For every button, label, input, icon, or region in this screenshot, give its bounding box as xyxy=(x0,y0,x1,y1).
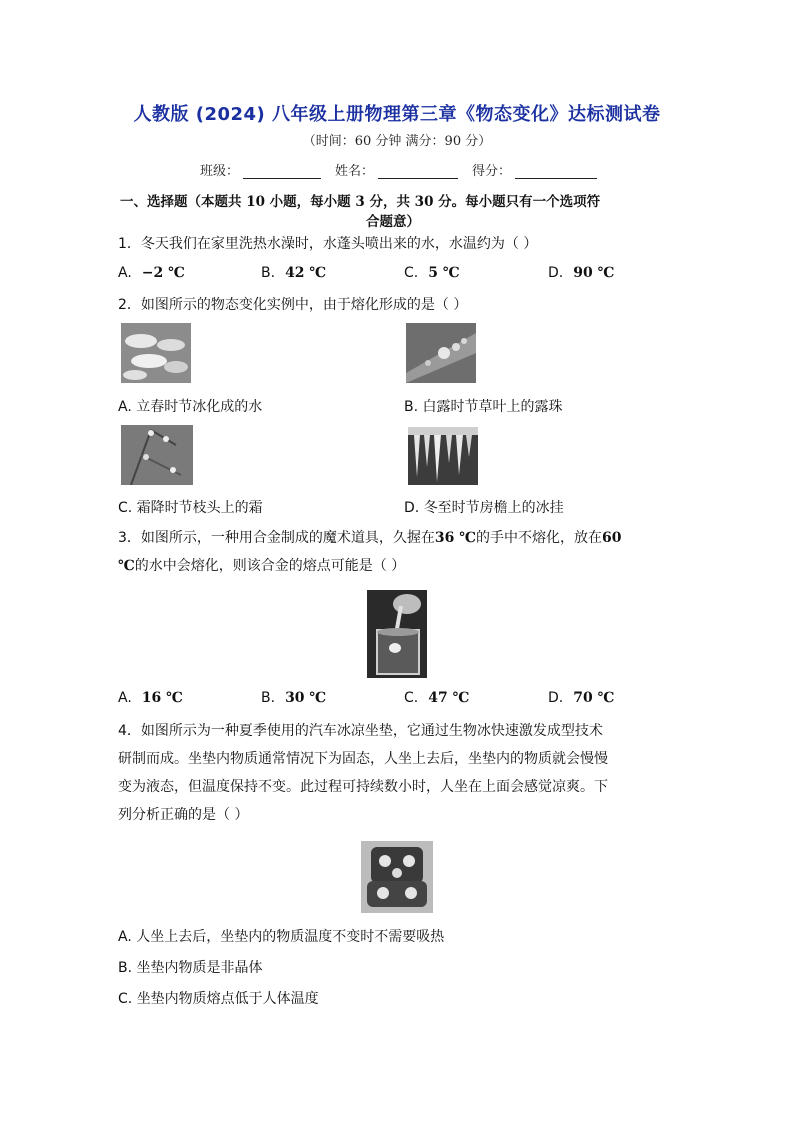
page-title: 人教版 (2024) 八年级上册物理第三章《物态变化》达标测试卷 xyxy=(133,104,661,125)
section-heading xyxy=(120,192,680,232)
option-letter: C. xyxy=(404,690,419,706)
option-text: 16 ℃ xyxy=(141,690,183,706)
q3-option-a[interactable] xyxy=(118,690,183,706)
option-letter: D. xyxy=(404,500,420,516)
option-letter: C. xyxy=(118,991,133,1007)
score-blank[interactable] xyxy=(515,164,597,179)
q3-stem-line1 xyxy=(118,524,686,552)
score-label: 得分： xyxy=(472,164,512,179)
dew-photo xyxy=(406,323,476,383)
ice-melting-photo xyxy=(121,323,191,383)
option-letter: B. xyxy=(261,265,276,281)
student-info-row xyxy=(200,160,611,179)
option-text: 47 ℃ xyxy=(428,690,470,706)
icicle-image xyxy=(408,427,478,485)
q4-stem-line4: 列分析正确的是（ ） xyxy=(118,807,249,823)
option-text: 30 ℃ xyxy=(285,690,327,706)
q2-option-a[interactable] xyxy=(118,396,262,416)
option-letter: A. xyxy=(118,690,132,706)
section-heading-line1: 一、选择题（本题共 10 小题，每小题 3 分，共 30 分。每小题只有一个选项符 xyxy=(120,194,601,210)
page-subtitle: （时间：60 分钟 满分：90 分） xyxy=(302,134,492,149)
section-heading-line2: 合题意） xyxy=(366,214,420,230)
option-letter: A. xyxy=(118,929,132,945)
q1-stem: 1．冬天我们在家里洗热水澡时，水蓬头喷出来的水，水温约为（ ） xyxy=(118,236,538,252)
q4-stem-line2: 研制而成。坐垫内物质通常情况下为固态，人坐上去后，坐垫内的物质就会慢慢 xyxy=(118,751,608,767)
q2-option-d[interactable] xyxy=(404,497,564,517)
magic-spoon-image xyxy=(367,590,427,678)
option-letter: C. xyxy=(404,265,419,281)
q4-stem xyxy=(118,717,686,829)
q3-text: 3．如图所示，一种用合金制成的魔术道具，久握在 xyxy=(118,530,435,546)
frost-photo xyxy=(121,425,193,485)
dew-image xyxy=(406,323,476,383)
q3-stem xyxy=(118,524,686,580)
option-letter: D. xyxy=(548,690,564,706)
option-letter: B. xyxy=(261,690,276,706)
q3-option-b[interactable] xyxy=(261,690,326,706)
name-label: 姓名： xyxy=(335,164,375,179)
q3-temp-unit: ℃ xyxy=(118,558,135,574)
option-text: 冬至时节房檐上的冰挂 xyxy=(423,500,564,516)
option-letter: A. xyxy=(118,399,132,415)
q1-option-c[interactable] xyxy=(404,265,460,281)
q1-option-b[interactable] xyxy=(261,265,326,281)
q3-option-c[interactable] xyxy=(404,690,469,706)
class-label: 班级： xyxy=(200,164,240,179)
option-text: 70 ℃ xyxy=(573,690,615,706)
q3-text: 的水中会熔化，则该合金的熔点可能是（ ） xyxy=(134,558,406,574)
option-text: 人坐上去后，坐垫内的物质温度不变时不需要吸热 xyxy=(136,929,445,945)
option-letter: A. xyxy=(118,265,132,281)
q1-option-d[interactable] xyxy=(548,265,614,281)
ice-melting-image xyxy=(121,323,191,383)
q1-option-a[interactable] xyxy=(118,265,185,281)
q2-option-c[interactable] xyxy=(118,497,263,517)
q3-stem-line2 xyxy=(118,552,686,580)
q4-option-b[interactable] xyxy=(118,957,263,977)
q2-option-b[interactable] xyxy=(404,396,563,416)
option-letter: C. xyxy=(118,500,133,516)
option-text: 白露时节草叶上的露珠 xyxy=(422,399,563,415)
icicle-photo xyxy=(408,427,478,485)
option-text: −2 ℃ xyxy=(141,265,185,281)
q3-temp-60: 60 xyxy=(602,530,622,546)
frost-image xyxy=(121,425,193,485)
q4-stem-line1: 4．如图所示为一种夏季使用的汽车冰凉坐垫，它通过生物冰快速激发成型技术 xyxy=(118,723,603,739)
option-text: 90 ℃ xyxy=(573,265,615,281)
q4-option-c[interactable] xyxy=(118,988,319,1008)
q4-option-a[interactable] xyxy=(118,926,444,946)
option-text: 霜降时节枝头上的霜 xyxy=(136,500,263,516)
q4-stem-line3: 变为液态，但温度保持不变。此过程可持续数小时，人坐在上面会感觉凉爽。下 xyxy=(118,779,608,795)
option-letter: B. xyxy=(404,399,419,415)
option-letter: D. xyxy=(548,265,564,281)
option-text: 立春时节冰化成的水 xyxy=(136,399,263,415)
name-blank[interactable] xyxy=(378,164,458,179)
magic-spoon-photo xyxy=(367,590,427,678)
cooling-seat-image xyxy=(361,841,433,913)
q3-text: 的手中不熔化，放在 xyxy=(476,530,603,546)
option-text: 42 ℃ xyxy=(285,265,327,281)
class-blank[interactable] xyxy=(243,164,321,179)
option-text: 坐垫内物质熔点低于人体温度 xyxy=(136,991,319,1007)
option-text: 5 ℃ xyxy=(428,265,460,281)
cooling-seat-photo xyxy=(361,841,433,913)
option-text: 坐垫内物质是非晶体 xyxy=(136,960,263,976)
q3-option-d[interactable] xyxy=(548,690,614,706)
option-letter: B. xyxy=(118,960,133,976)
q2-stem: 2．如图所示的物态变化实例中，由于熔化形成的是（ ） xyxy=(118,297,468,313)
q3-temp-36: 36 ℃ xyxy=(434,530,477,546)
